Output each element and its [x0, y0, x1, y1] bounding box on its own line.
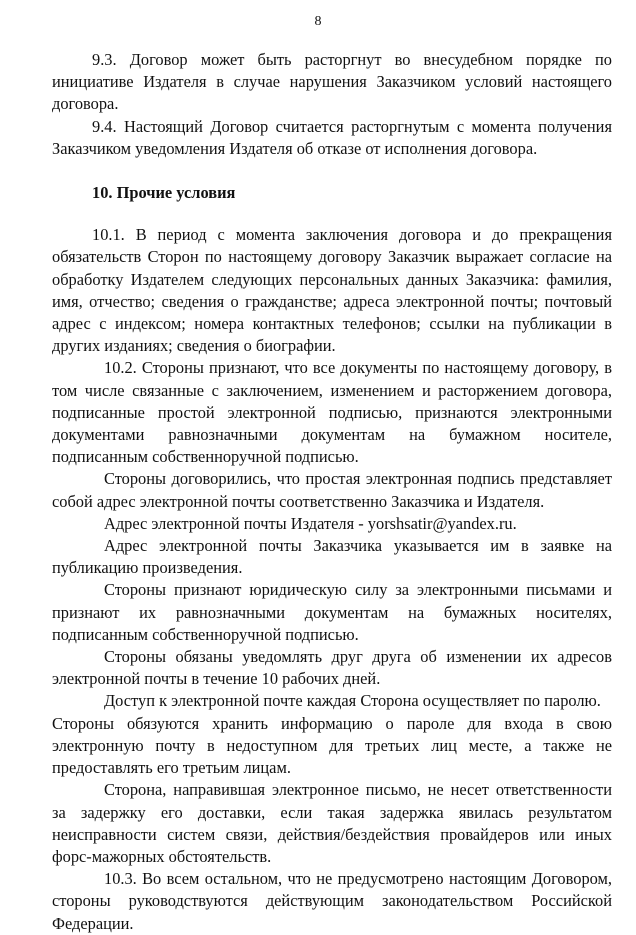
- paragraph-simple-signature: Стороны договорились, что простая электронная подпись представляет собой адрес электронной почты соответственно Заказчика и Издателя.: [52, 469, 612, 511]
- paragraph-publisher-email: Адрес электронной почты Издателя - yorshsatir@yandex.ru.: [104, 513, 517, 533]
- clause-9-4: 9.4. Настоящий Договор считается расторгнутым с момента получения Заказчиком уведомления Издателя об отказе от исполнения договора.: [52, 116, 612, 158]
- paragraph-address-change: Стороны обязаны уведомлять друг друга об изменении их адресов электронной почты в течение 10 рабочих дней.: [52, 647, 612, 689]
- document-body: [52, 49, 612, 935]
- clause-10-1: 10.1. В период с момента заключения договора и до прекращения обязательств Сторон по настоящему договору Заказчик выражает согласие на обработку Издателем следующих персональных данных Заказчика: фамилия, имя, отчество; сведения о гражданстве; адреса электронной почты; почтовый адрес с индексом; номера контактных телефонов; ссылки на публикации в других изданиях; сведения о биографии.: [52, 225, 612, 356]
- clause-9-3: 9.3. Договор может быть расторгнут во внесудебном порядке по инициативе Издателя в случае нарушения Заказчиком условий настоящего договора.: [52, 50, 612, 114]
- paragraph-delivery-liability: Сторона, направившая электронное письмо, не несет ответственности за задержку его доставки, если такая задержка явилась результатом неисправности систем связи, действия/бездействия провайдеров или иных форс-мажорных обстоятельств.: [52, 780, 612, 866]
- clause-10-3: 10.3. Во всем остальном, что не предусмотрено настоящим Договором, стороны руководствуются действующим законодательством Российской Федерации.: [52, 869, 612, 933]
- clause-10-2: 10.2. Стороны признают, что все документы по настоящему договору, в том числе связанные с заключением, изменением и расторжением договора, подписанные простой электронной подписью, признаются электронными документами равнозначными документам на бумажном носителе, подписанным собственноручной подписью.: [52, 358, 612, 467]
- section-heading: 10. Прочие условия: [92, 183, 236, 203]
- paragraph-customer-email: Адрес электронной почты Заказчика указывается им в заявке на публикацию произведения.: [52, 536, 612, 578]
- page-number: 8: [314, 14, 322, 29]
- paragraph-password-access: Доступ к электронной почте каждая Сторона осуществляет по паролю.: [104, 691, 601, 711]
- paragraph-legal-force: Стороны признают юридическую силу за электронными письмами и признают их равнозначными документам на бумажных носителях, подписанным собственноручной подписью.: [52, 580, 612, 644]
- paragraph-password-storage: Стороны обязуются хранить информацию о пароле для входа в свою электронную почту в недоступном для третьих лиц месте, а также не предоставлять его третьим лицам.: [52, 713, 612, 778]
